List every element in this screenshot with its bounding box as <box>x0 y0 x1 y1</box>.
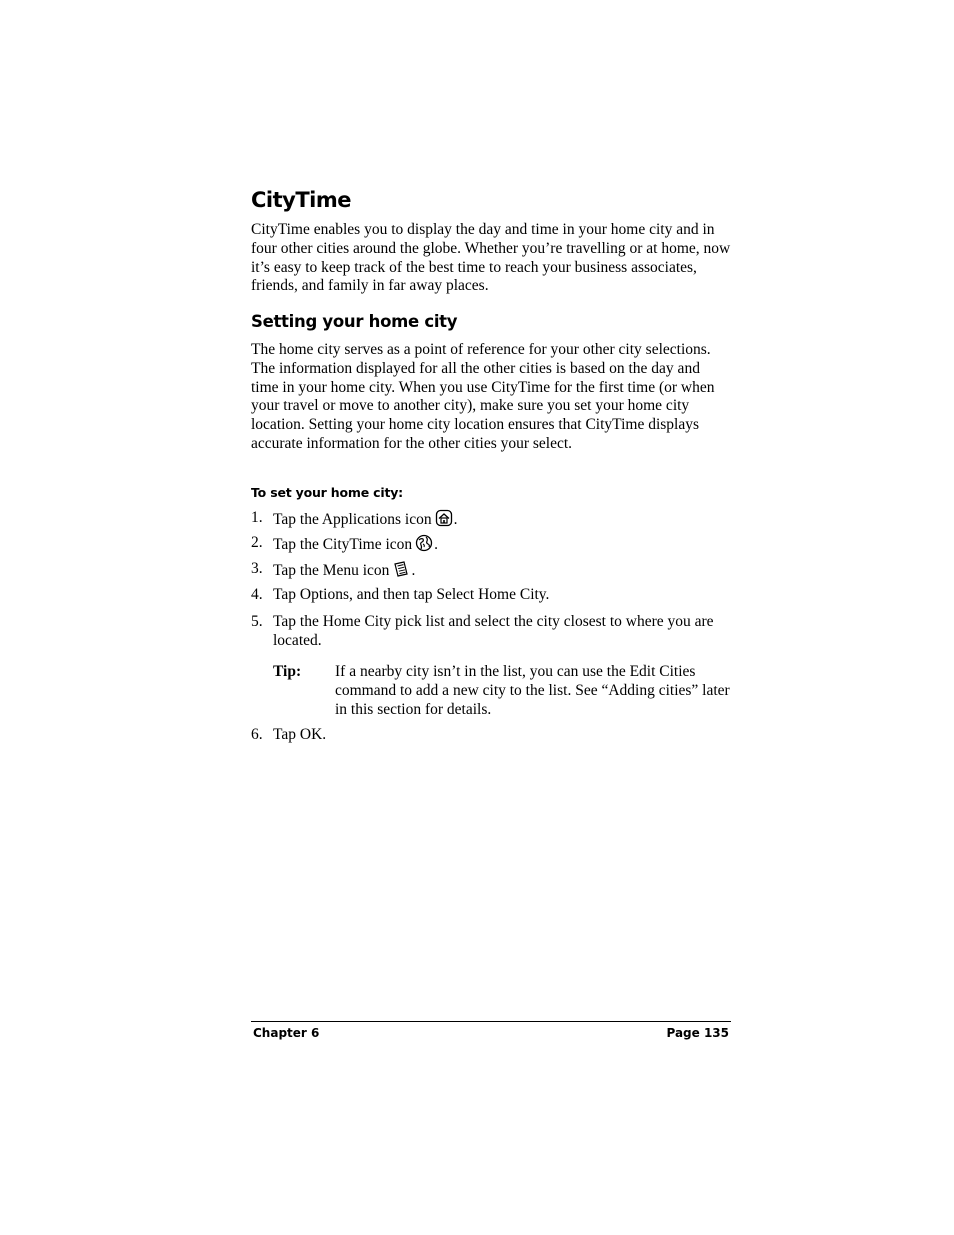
procedure-heading: To set your home city: <box>251 485 403 500</box>
step-number: 5. <box>251 613 263 630</box>
step-text: Tap OK. <box>273 726 327 743</box>
step-number: 1. <box>251 509 263 526</box>
footer-page-number: Page 135 <box>666 1026 729 1040</box>
tip-text: If a nearby city isn’t in the list, you can use the Edit Cities command to add a new city to the list. See “Adding cities” later in this section for details. <box>335 663 730 718</box>
step-number: 4. <box>251 586 263 603</box>
intro-paragraph: CityTime enables you to display the day and time in your home city and in four other cities around the globe. Whether you’re travelling or at home, now it’s easy to keep track of the best time to reach your business associates, friends, and family in far away places. <box>251 221 731 295</box>
menu-icon <box>392 560 410 578</box>
step-text: Tap the CityTime icon <box>273 536 413 553</box>
page-title: CityTime <box>251 188 351 212</box>
step-number: 3. <box>251 560 263 577</box>
citytime-globe-icon <box>415 534 433 552</box>
applications-icon <box>435 509 453 527</box>
footer-divider <box>251 1021 731 1022</box>
tip-label: Tip: <box>273 663 302 680</box>
step-number: 2. <box>251 534 263 551</box>
step-text: Tap the Menu icon <box>273 562 390 579</box>
step-text: Tap the Applications icon <box>273 511 432 528</box>
step-text: Tap the Home City pick list and select the city closest to where you are located. <box>273 613 714 649</box>
footer-chapter: Chapter 6 <box>253 1026 320 1040</box>
section-heading: Setting your home city <box>251 312 458 331</box>
section-paragraph: The home city serves as a point of reference for your other city selections. The information displayed for all the other cities is based on the day and time in your home city. When you use CityTime for the first time (or when your travel or move to another city), make sure you set your home city location. Setting your home city location ensures that CityTime displays accurate information for the other cities your select. <box>251 341 715 452</box>
step-text: Tap Options, and then tap Select Home City. <box>273 586 550 603</box>
step-number: 6. <box>251 726 263 743</box>
